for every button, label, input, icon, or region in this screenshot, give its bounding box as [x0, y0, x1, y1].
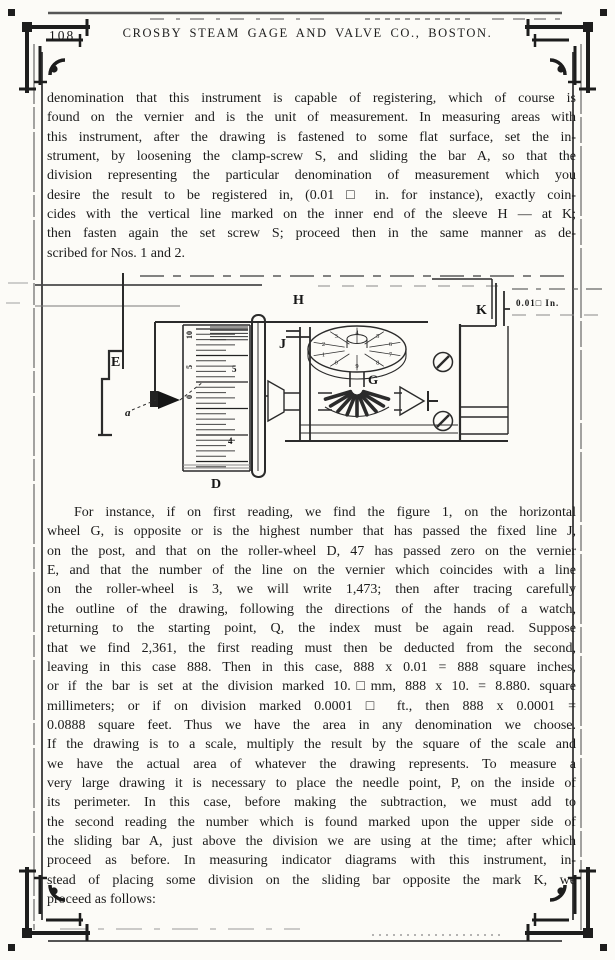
dial-digit: 4: [355, 329, 359, 337]
dial-digit: 6: [388, 341, 393, 349]
dial-digit: 3: [334, 332, 338, 340]
figure-label-a: a: [125, 407, 131, 420]
vernier-inner-5: 5: [232, 364, 237, 375]
text-line: very large drawing it is necessary to place the needle point, P, on the inside of: [47, 775, 576, 791]
text-line: this instrument, after the drawing is fastened to some flat surface, set the in-: [47, 129, 576, 145]
text-line: 0.0888 square feet. Thus we have the area in any denomination we choose.: [47, 717, 576, 733]
vernier-number-5: 5: [185, 365, 194, 370]
text-line: E, and that the number of the line on the vernier which coincides with a line: [47, 563, 576, 579]
figure-label-g: G: [368, 372, 379, 388]
text-line: proceed as follows:: [47, 891, 156, 907]
dial-digits: [314, 328, 401, 371]
text-line: returning to the starting point, Q, the index must be again read. Suppose: [47, 621, 576, 637]
dial-digit: 5: [376, 332, 380, 340]
text-line: the outline of the drawing, following the directions of the hands of a watch,: [47, 601, 576, 617]
text-line: the sliding bar A, just above the division we are using at the time; after which: [47, 833, 576, 849]
dial-digit: 0: [334, 359, 338, 367]
text-line: division representing the particular denomination of measurement which you: [47, 168, 576, 184]
text-line: For instance, if on first reading, we find the figure 1, on the horizontal: [74, 505, 576, 521]
vernier-number-10: 10: [185, 331, 194, 340]
corner-ornament-top-right: [525, 9, 607, 93]
screw-icon: [434, 353, 453, 372]
text-line: denomination that this instrument is capable of registering, which of course is: [47, 91, 576, 106]
text-line: that we find 2,361, the first reading must then be deducted from the second,: [47, 640, 576, 656]
page-header: [0, 26, 615, 41]
figure-label-e: E: [111, 355, 121, 371]
page-body: [47, 89, 576, 909]
vernier-scale-ticks: [196, 327, 248, 467]
text-line: strument, by loosening the clamp-screw S, and sliding the bar A, so that the: [47, 149, 576, 165]
figure-label-j: J: [279, 337, 286, 353]
text-line: wheel G, is opposite or is the highest number that has passed the fixed line J,: [47, 524, 576, 540]
text-line: found on the vernier and is the unit of measurement. In measuring areas with: [47, 110, 576, 126]
screw-icon: [434, 412, 453, 431]
dial-digit: 9: [355, 362, 359, 370]
text-line: or if the bar is set at the division marked 10.□mm, 888 x 10. = 8.880. square: [47, 679, 576, 695]
text-line: the second reading the number which is found marked upon the upper side of: [47, 814, 576, 830]
text-line: on the roller-wheel is 3, we will write 1,473; then after tracing carefully: [47, 582, 576, 598]
text-line: leaving in this case 888. Then in this case, 888 x 0.01 = 888 square inches,: [47, 659, 576, 675]
dial-digit: 7: [388, 351, 393, 359]
figure-label-d: D: [211, 477, 222, 493]
vernier-number-0: 0: [185, 395, 194, 400]
vernier-inner-4: 4: [228, 436, 233, 447]
figure-label-k: K: [476, 303, 487, 319]
text-line: scribed for Nos. 1 and 2.: [47, 245, 186, 261]
text-line: we have the actual area of whatever the drawing represents. To measure a: [47, 756, 576, 772]
paragraph-2: [47, 503, 576, 909]
text-line: desire the result to be registered in, (0.01 □ in. for instance), exactly coin-: [47, 187, 576, 203]
dial-digit: 1: [321, 351, 326, 359]
text-line: millimeters; or if on division marked 0.0001 □ ft., then 888 x 0.0001 =: [47, 698, 576, 714]
page-number: 108: [49, 28, 76, 43]
dial-digit: 2: [321, 341, 326, 349]
text-line: stead of placing some division on the sliding bar opposite the mark K, we: [47, 872, 576, 888]
running-header-title: CROSBY STEAM GAGE AND VALVE CO., BOSTON.: [122, 26, 493, 40]
paragraph-1: [47, 89, 576, 263]
text-line: proceed as before. In measuring indicator diagrams with this instrument, in-: [47, 853, 576, 869]
text-line: then fasten again the set screw S; proceed then in the same manner as de-: [47, 226, 576, 242]
planimeter-illustration: [0, 269, 615, 499]
text-line: its perimeter. In this case, before making the subtraction, we must add to: [47, 795, 576, 811]
text-line: on the post, and that on the roller-wheel D, 47 has passed zero on the vernier: [47, 543, 576, 559]
dial-digit: 8: [376, 359, 380, 367]
text-line: If the drawing is to a scale, multiply the result by the square of the scale and: [47, 737, 576, 753]
figure-bar-mark: 0.01□ In.: [516, 298, 560, 309]
instrument-figure: [0, 269, 615, 499]
figure-label-h: H: [293, 293, 304, 309]
corner-ornament-top-left: [8, 9, 90, 93]
text-line: cides with the vertical line marked on the inner end of the sleeve H — at K;: [47, 207, 576, 223]
